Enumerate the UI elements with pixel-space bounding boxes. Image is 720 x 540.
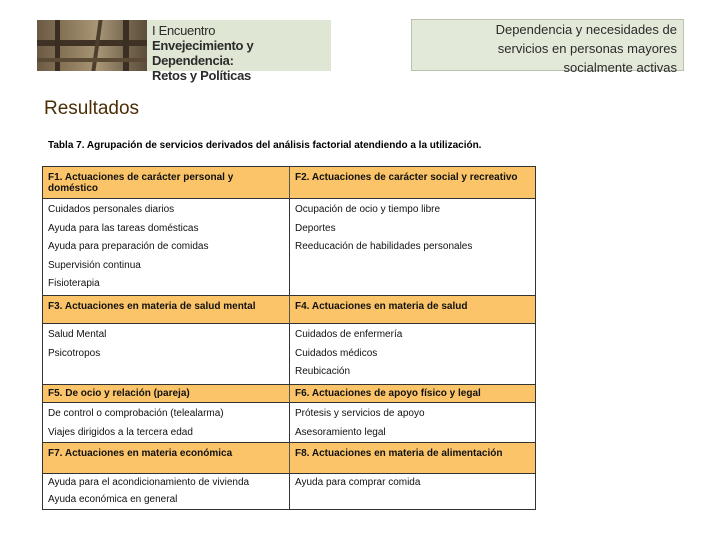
list-item: Reubicación: [295, 366, 351, 377]
list-item: Cuidados de enfermería: [295, 329, 403, 340]
factor-items-f4: [289, 324, 535, 385]
banner-line-3: Retos y Políticas: [152, 68, 251, 83]
table-row: [43, 199, 535, 296]
list-item: De control o comprobación (telealarma): [48, 408, 224, 419]
factor-header-f1: F1. Actuaciones de carácter personal y doméstico: [43, 167, 289, 199]
banner-line-1: I Encuentro: [152, 23, 216, 38]
factor-header-f8: F8. Actuaciones en materia de alimentación: [289, 443, 535, 474]
list-item: Prótesis y servicios de apoyo: [295, 408, 425, 419]
list-item: Ayuda para las tareas domésticas: [48, 222, 199, 234]
factor-header-f5: F5. De ocio y relación (pareja): [43, 385, 289, 403]
table-caption: Tabla 7. Agrupación de servicios derivados del análisis factorial atendiendo a la utilización.: [48, 140, 482, 151]
table-row: [43, 403, 535, 443]
list-item: Ayuda para comprar comida: [295, 477, 421, 488]
header-line-3: socialmente activas: [563, 60, 677, 75]
factor-items-f1: [43, 199, 289, 296]
factor-items-f3: [43, 324, 289, 385]
table-header-row: [43, 443, 535, 474]
list-item: Cuidados médicos: [295, 347, 378, 359]
list-item: Supervisión continua: [48, 259, 141, 271]
factor-header-f7: F7. Actuaciones en materia económica: [43, 443, 289, 474]
banner-photo: [37, 20, 147, 71]
table-header-row: [43, 385, 535, 403]
factor-header-f4: F4. Actuaciones en materia de salud: [289, 296, 535, 324]
services-table: [42, 166, 536, 510]
list-item: Salud Mental: [48, 329, 107, 340]
list-item: Fisioterapia: [48, 278, 100, 289]
table-row: [43, 474, 535, 509]
list-item: Viajes dirigidos a la tercera edad: [48, 426, 193, 438]
factor-items-f2: [289, 199, 535, 296]
header-line-1: Dependencia y necesidades de: [495, 22, 677, 37]
list-item: Reeducación de habilidades personales: [295, 241, 473, 252]
list-item: Cuidados personales diarios: [48, 204, 175, 215]
list-item: Ocupación de ocio y tiempo libre: [295, 204, 441, 215]
factor-header-f6: F6. Actuaciones de apoyo físico y legal: [289, 385, 535, 403]
list-item: Ayuda para el acondicionamiento de vivienda: [48, 477, 250, 488]
table-header-row: [43, 296, 535, 324]
list-item: Psicotropos: [48, 347, 101, 359]
factor-header-f3: F3. Actuaciones en materia de salud mental: [43, 296, 289, 324]
event-banner: [37, 20, 331, 83]
table-row: [43, 324, 535, 385]
banner-line-2: Envejecimiento y Dependencia:: [152, 38, 254, 68]
list-item: Asesoramiento legal: [295, 426, 386, 438]
factor-items-f7: [43, 474, 289, 509]
section-title: Resultados: [44, 98, 140, 119]
list-item: Ayuda económica en general: [48, 494, 178, 505]
table-header-row: [43, 167, 535, 199]
factor-items-f6: [289, 403, 535, 443]
factor-items-f5: [43, 403, 289, 443]
banner-title: [147, 20, 331, 83]
factor-items-f8: [289, 474, 535, 509]
factor-header-f2: F2. Actuaciones de carácter social y recreativo: [289, 167, 535, 199]
list-item: Deportes: [295, 222, 336, 234]
slide-header: [411, 19, 684, 75]
header-line-2: servicios en personas mayores: [497, 41, 677, 56]
list-item: Ayuda para preparación de comidas: [48, 241, 209, 252]
